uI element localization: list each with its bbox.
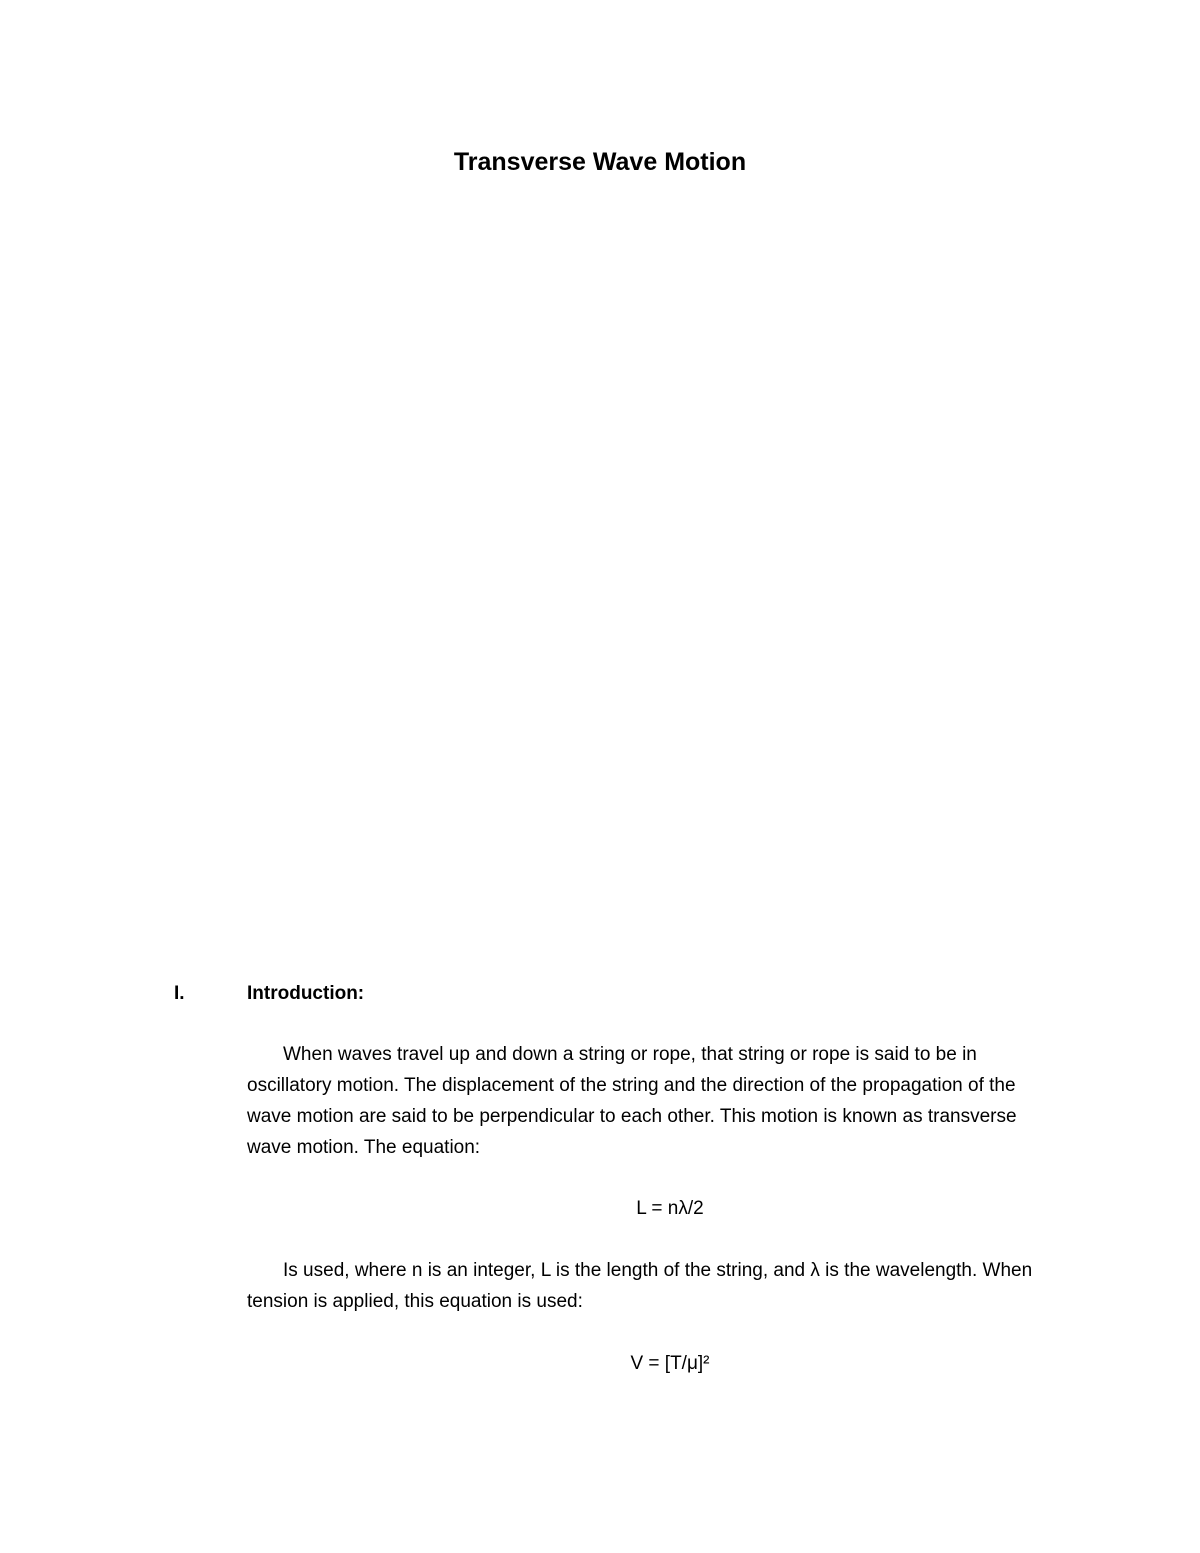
section-heading — [0, 980, 1200, 1008]
intro-paragraph-2: Is used, where n is an integer, L is the length of the string, and λ is the wavelength. When tension is applied, this equation is used: — [247, 1260, 1033, 1312]
intro-paragraph-1: When waves travel up and down a string or rope, that string or rope is said to be in oscillatory motion. The displacement of the string and the direction of the propagation of the wave motion are said to be perpendicular to each other. This motion is known as transverse wave motion. The equation: — [247, 1044, 1017, 1158]
section-title: Introduction: — [247, 983, 365, 1004]
document-title: Transverse Wave Motion — [453, 148, 747, 176]
equation-wavelength: L = nλ/2 — [636, 1198, 704, 1219]
section-number: I. — [174, 983, 185, 1004]
equation-velocity: V = [T/μ]² — [630, 1353, 710, 1374]
